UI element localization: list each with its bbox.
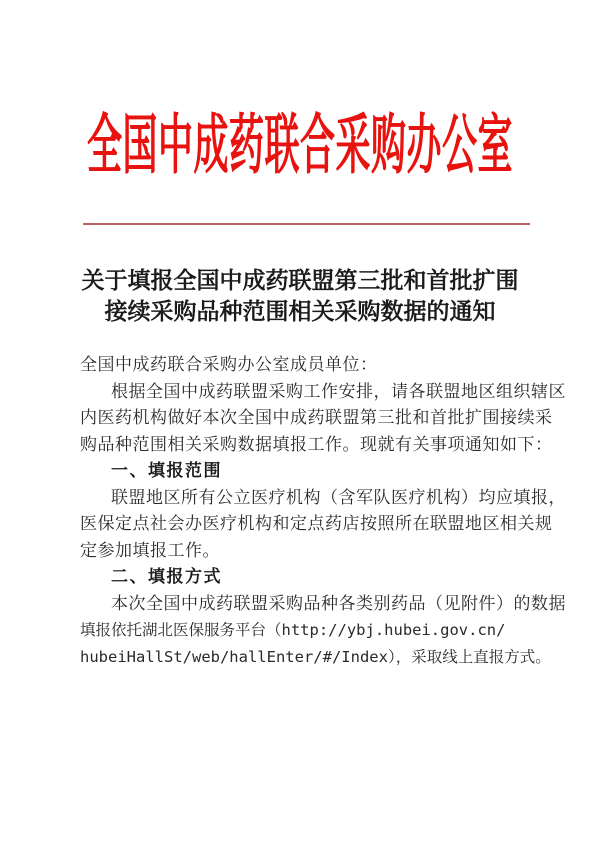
body-line: 医保定点社会办医疗机构和定点药店按照所在联盟地区相关规 xyxy=(80,514,553,533)
body-line: 定参加填报工作。 xyxy=(80,540,220,560)
red-divider xyxy=(83,223,530,225)
body-line: 本次全国中成药联盟采购品种各类别药品（见附件）的数据 xyxy=(111,593,566,613)
body-line: hubeiHallSt/web/hallEnter/#/Index），采取线上直报方式。 xyxy=(80,647,551,666)
section-heading: 二、填报方式 xyxy=(111,567,222,586)
body-line: 填报依托湖北医保服务平台（http://ybj.hubei.gov.cn/ xyxy=(80,621,506,639)
body-line: 全国中成药联合采购办公室成员单位： xyxy=(80,355,378,374)
letterhead xyxy=(0,103,600,182)
notice-title xyxy=(0,265,600,327)
section-heading: 一、填报范围 xyxy=(111,461,222,480)
body-line: 根据全国中成药联盟采购工作安排，请各联盟地区组织辖区 xyxy=(111,381,566,401)
body-line: 联盟地区所有公立医疗机构（含军队医疗机构）均应填报， xyxy=(111,487,566,507)
body-line: 购品种范围相关采购数据填报工作。现就有关事项通知如下： xyxy=(80,434,553,454)
body-line: 内医药机构做好本次全国中成药联盟第三批和首批扩围接续采 xyxy=(80,408,553,427)
notice-title-line-2: 接续采购品种范围相关采购数据的通知 xyxy=(104,299,496,324)
notice-body xyxy=(0,352,600,670)
letterhead-title: 全国中成药联合采购办公室 xyxy=(86,109,513,182)
document-page xyxy=(0,103,600,853)
notice-title-line-1: 关于填报全国中成药联盟第三批和首批扩围 xyxy=(81,268,519,293)
